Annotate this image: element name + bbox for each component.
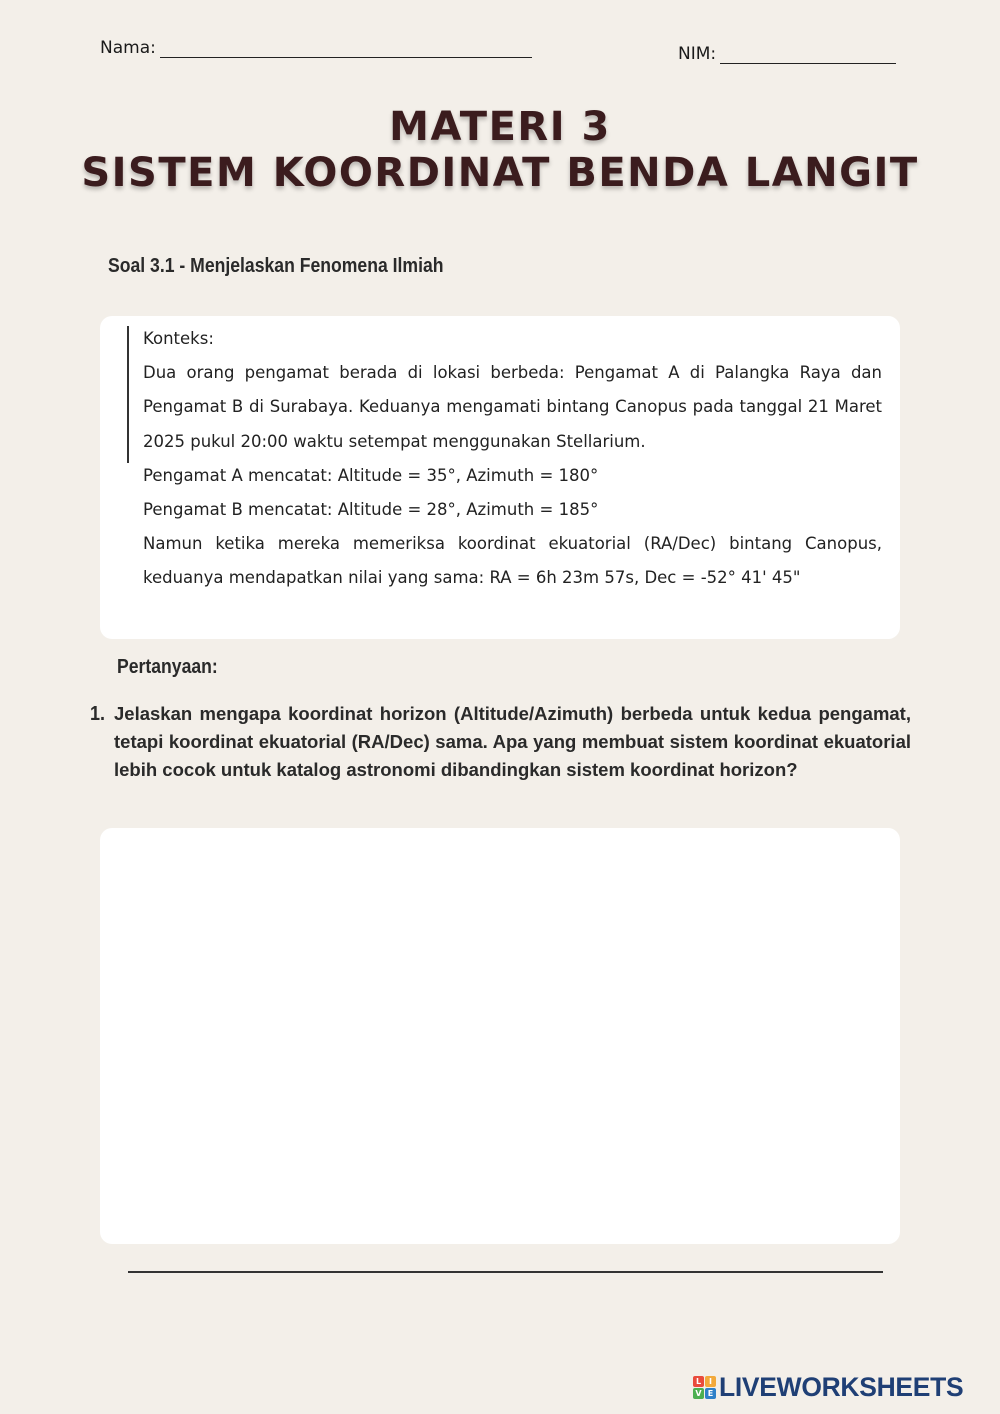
logo-letter-i: I [705, 1376, 716, 1387]
title-line-1: MATERI 3 [389, 104, 611, 150]
bottom-divider [128, 1271, 883, 1273]
title-line-2: SISTEM KOORDINAT BENDA LANGIT [81, 150, 919, 196]
liveworksheets-wordmark: LIVEWORKSHEETS [719, 1372, 964, 1402]
logo-letter-l: L [693, 1376, 704, 1387]
context-label: Konteks: [143, 329, 214, 348]
context-accent-bar [127, 326, 129, 463]
section-title: Soal 3.1 - Menjelaskan Fenomena Ilmiah [108, 255, 444, 277]
question-item [90, 700, 911, 784]
student-info-header [100, 36, 900, 76]
answer-textarea[interactable] [100, 828, 900, 1244]
page-title [0, 104, 1000, 196]
nim-input-line[interactable] [720, 45, 896, 64]
nim-field[interactable] [678, 44, 896, 64]
liveworksheets-icon [693, 1376, 716, 1399]
context-text [143, 322, 882, 596]
name-label: Nama: [100, 38, 156, 58]
context-paragraph-1: Dua orang pengamat berada di lokasi berbeda: Pengamat A di Palangka Raya dan Pengamat B di Surabaya. Keduanya mengamati bintang Canopus pada tanggal 21 Maret 2025 pukul 20:00 waktu setempat menggunakan Stellarium. [143, 363, 882, 451]
logo-letter-v: V [693, 1388, 704, 1399]
context-paragraph-2: Namun ketika mereka memeriksa koordinat ekuatorial (RA/Dec) bintang Canopus, keduanya mendapatkan nilai yang sama: RA = 6h 23m 57s, Dec = -52° 41' 45" [143, 534, 882, 588]
name-input-line[interactable] [160, 39, 532, 58]
questions-heading: Pertanyaan: [117, 656, 218, 678]
context-card [100, 316, 900, 639]
nim-label: NIM: [678, 44, 717, 64]
logo-letter-e: E [705, 1388, 716, 1399]
question-text: Jelaskan mengapa koordinat horizon (Altitude/Azimuth) berbeda untuk kedua pengamat, tetapi koordinat ekuatorial (RA/Dec) sama. Apa yang membuat sistem koordinat ekuatorial lebih cocok untuk katalog astronomi dibandingkan sistem koordinat horizon? [114, 703, 911, 780]
question-number: 1. [90, 703, 106, 725]
name-field[interactable] [100, 38, 532, 58]
context-observer-b: Pengamat B mencatat: Altitude = 28°, Azimuth = 185° [143, 500, 599, 520]
context-observer-a: Pengamat A mencatat: Altitude = 35°, Azimuth = 180° [143, 465, 599, 485]
liveworksheets-logo [693, 1372, 968, 1403]
